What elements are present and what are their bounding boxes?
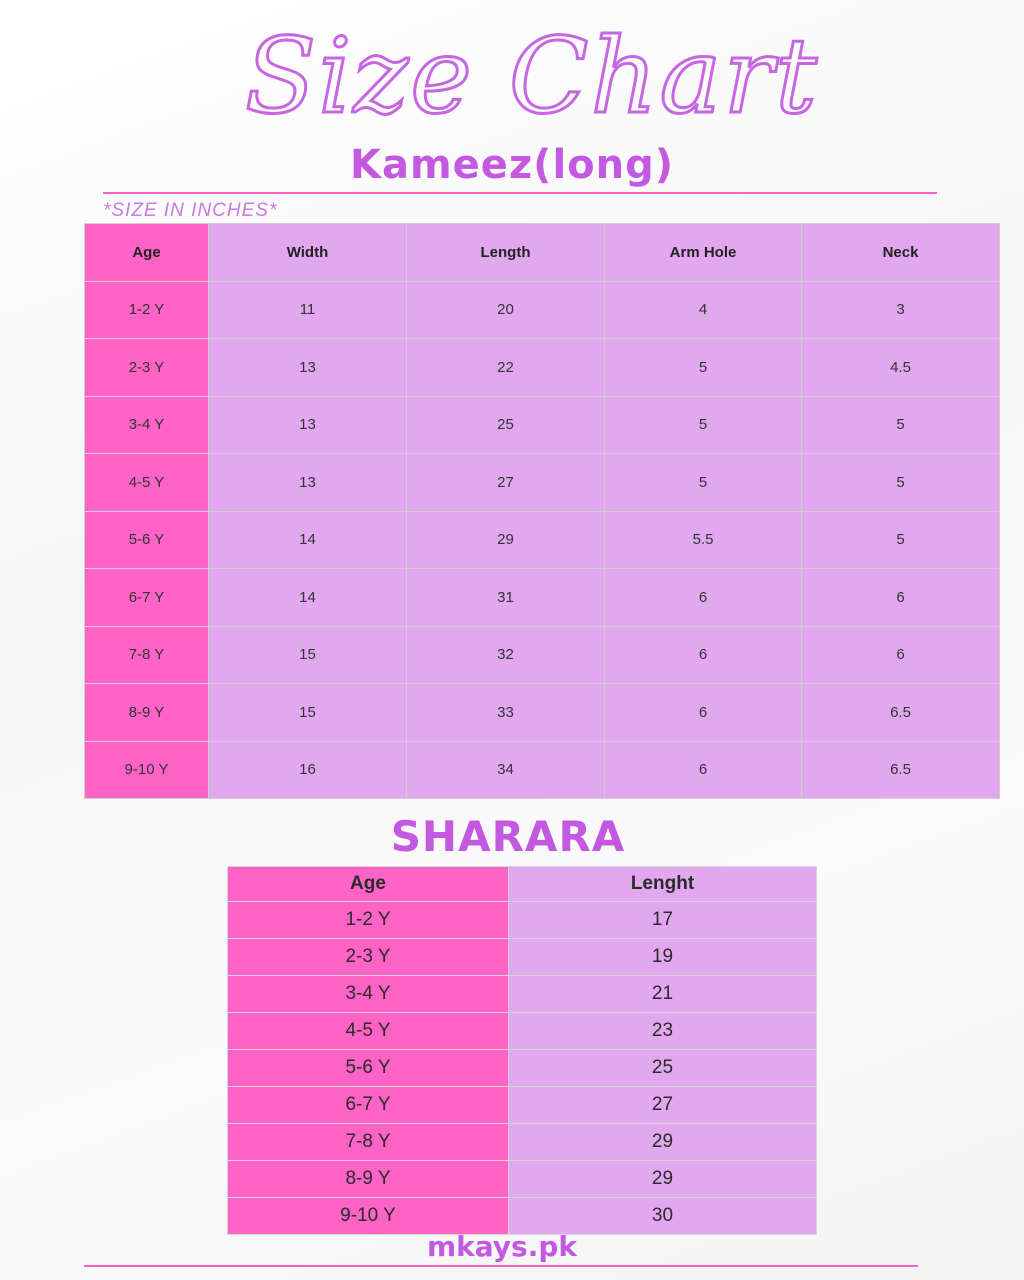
kameez-cell-value: 6.5 bbox=[802, 741, 1000, 799]
kameez-cell-value: 5 bbox=[605, 339, 802, 397]
kameez-cell-value: 33 bbox=[407, 684, 605, 742]
kameez-cell-value: 6 bbox=[605, 626, 802, 684]
kameez-cell-value: 13 bbox=[209, 396, 407, 454]
kameez-table-row bbox=[85, 396, 1000, 454]
kameez-table-row bbox=[85, 454, 1000, 512]
kameez-cell-value: 14 bbox=[209, 511, 407, 569]
kameez-header-arm-hole: Arm Hole bbox=[605, 224, 802, 282]
sharara-table-row bbox=[228, 1161, 817, 1198]
sharara-cell-value: 29 bbox=[509, 1124, 817, 1161]
kameez-subtitle: Kameez(long) bbox=[349, 142, 675, 188]
kameez-cell-value: 13 bbox=[209, 454, 407, 512]
kameez-cell-value: 4 bbox=[605, 281, 802, 339]
size-chart-title bbox=[0, 0, 1024, 140]
sharara-cell-age: 5-6 Y bbox=[228, 1050, 509, 1087]
sharara-cell-value: 29 bbox=[509, 1161, 817, 1198]
sharara-cell-value: 21 bbox=[509, 976, 817, 1013]
sharara-table-row bbox=[228, 1013, 817, 1050]
kameez-cell-age: 2-3 Y bbox=[85, 339, 209, 397]
sharara-table-row bbox=[228, 976, 817, 1013]
kameez-cell-value: 3 bbox=[802, 281, 1000, 339]
kameez-cell-age: 1-2 Y bbox=[85, 281, 209, 339]
kameez-cell-value: 27 bbox=[407, 454, 605, 512]
kameez-cell-age: 6-7 Y bbox=[85, 569, 209, 627]
sharara-cell-value: 25 bbox=[509, 1050, 817, 1087]
title-text: Size Chart bbox=[245, 15, 819, 137]
sharara-title: SHARARA bbox=[390, 812, 626, 861]
kameez-cell-value: 20 bbox=[407, 281, 605, 339]
sharara-table-row bbox=[228, 1124, 817, 1161]
kameez-cell-age: 3-4 Y bbox=[85, 396, 209, 454]
kameez-cell-value: 5 bbox=[802, 454, 1000, 512]
kameez-cell-value: 29 bbox=[407, 511, 605, 569]
kameez-header-age: Age bbox=[85, 224, 209, 282]
sharara-table-row bbox=[228, 1198, 817, 1235]
sharara-cell-age: 4-5 Y bbox=[228, 1013, 509, 1050]
kameez-cell-value: 32 bbox=[407, 626, 605, 684]
sharara-table-row bbox=[228, 939, 817, 976]
kameez-cell-value: 25 bbox=[407, 396, 605, 454]
kameez-cell-age: 4-5 Y bbox=[85, 454, 209, 512]
sharara-table-row bbox=[228, 1050, 817, 1087]
divider-top bbox=[103, 192, 937, 194]
sharara-cell-age: 7-8 Y bbox=[228, 1124, 509, 1161]
kameez-cell-value: 5 bbox=[802, 396, 1000, 454]
sharara-header-row bbox=[228, 867, 817, 902]
footer-brand: mkays.pk bbox=[426, 1230, 578, 1263]
kameez-cell-age: 7-8 Y bbox=[85, 626, 209, 684]
kameez-cell-value: 6 bbox=[802, 569, 1000, 627]
sharara-cell-value: 19 bbox=[509, 939, 817, 976]
kameez-cell-value: 34 bbox=[407, 741, 605, 799]
kameez-cell-value: 13 bbox=[209, 339, 407, 397]
sharara-cell-age: 3-4 Y bbox=[228, 976, 509, 1013]
kameez-table-row bbox=[85, 684, 1000, 742]
kameez-cell-age: 8-9 Y bbox=[85, 684, 209, 742]
sharara-cell-value: 27 bbox=[509, 1087, 817, 1124]
kameez-cell-value: 5 bbox=[605, 396, 802, 454]
kameez-cell-value: 4.5 bbox=[802, 339, 1000, 397]
kameez-cell-age: 9-10 Y bbox=[85, 741, 209, 799]
divider-bottom bbox=[84, 1265, 918, 1267]
kameez-cell-value: 5 bbox=[605, 454, 802, 512]
sharara-cell-age: 2-3 Y bbox=[228, 939, 509, 976]
kameez-header-row bbox=[85, 224, 1000, 282]
sharara-cell-value: 23 bbox=[509, 1013, 817, 1050]
sharara-header-length: Lenght bbox=[509, 867, 817, 902]
kameez-size-table bbox=[84, 223, 1000, 799]
kameez-table-row bbox=[85, 626, 1000, 684]
kameez-table-row bbox=[85, 511, 1000, 569]
sharara-cell-age: 8-9 Y bbox=[228, 1161, 509, 1198]
kameez-header-length: Length bbox=[407, 224, 605, 282]
kameez-cell-value: 31 bbox=[407, 569, 605, 627]
sharara-table-row bbox=[228, 902, 817, 939]
sharara-cell-age: 6-7 Y bbox=[228, 1087, 509, 1124]
kameez-cell-value: 5 bbox=[802, 511, 1000, 569]
sharara-table-row bbox=[228, 1087, 817, 1124]
size-unit-note: *SIZE IN INCHES* bbox=[103, 200, 278, 221]
kameez-cell-value: 6 bbox=[605, 684, 802, 742]
kameez-cell-value: 6.5 bbox=[802, 684, 1000, 742]
sharara-cell-value: 30 bbox=[509, 1198, 817, 1235]
sharara-cell-age: 9-10 Y bbox=[228, 1198, 509, 1235]
kameez-cell-value: 14 bbox=[209, 569, 407, 627]
kameez-table-row bbox=[85, 569, 1000, 627]
kameez-cell-value: 15 bbox=[209, 626, 407, 684]
kameez-cell-value: 15 bbox=[209, 684, 407, 742]
kameez-table-row bbox=[85, 741, 1000, 799]
kameez-header-width: Width bbox=[209, 224, 407, 282]
kameez-table-row bbox=[85, 281, 1000, 339]
kameez-table-row bbox=[85, 339, 1000, 397]
sharara-size-table bbox=[227, 866, 817, 1235]
sharara-cell-age: 1-2 Y bbox=[228, 902, 509, 939]
sharara-header-age: Age bbox=[228, 867, 509, 902]
kameez-cell-age: 5-6 Y bbox=[85, 511, 209, 569]
kameez-cell-value: 6 bbox=[802, 626, 1000, 684]
kameez-cell-value: 22 bbox=[407, 339, 605, 397]
kameez-header-neck: Neck bbox=[802, 224, 1000, 282]
kameez-cell-value: 16 bbox=[209, 741, 407, 799]
kameez-cell-value: 6 bbox=[605, 741, 802, 799]
kameez-cell-value: 5.5 bbox=[605, 511, 802, 569]
sharara-cell-value: 17 bbox=[509, 902, 817, 939]
kameez-cell-value: 11 bbox=[209, 281, 407, 339]
kameez-cell-value: 6 bbox=[605, 569, 802, 627]
